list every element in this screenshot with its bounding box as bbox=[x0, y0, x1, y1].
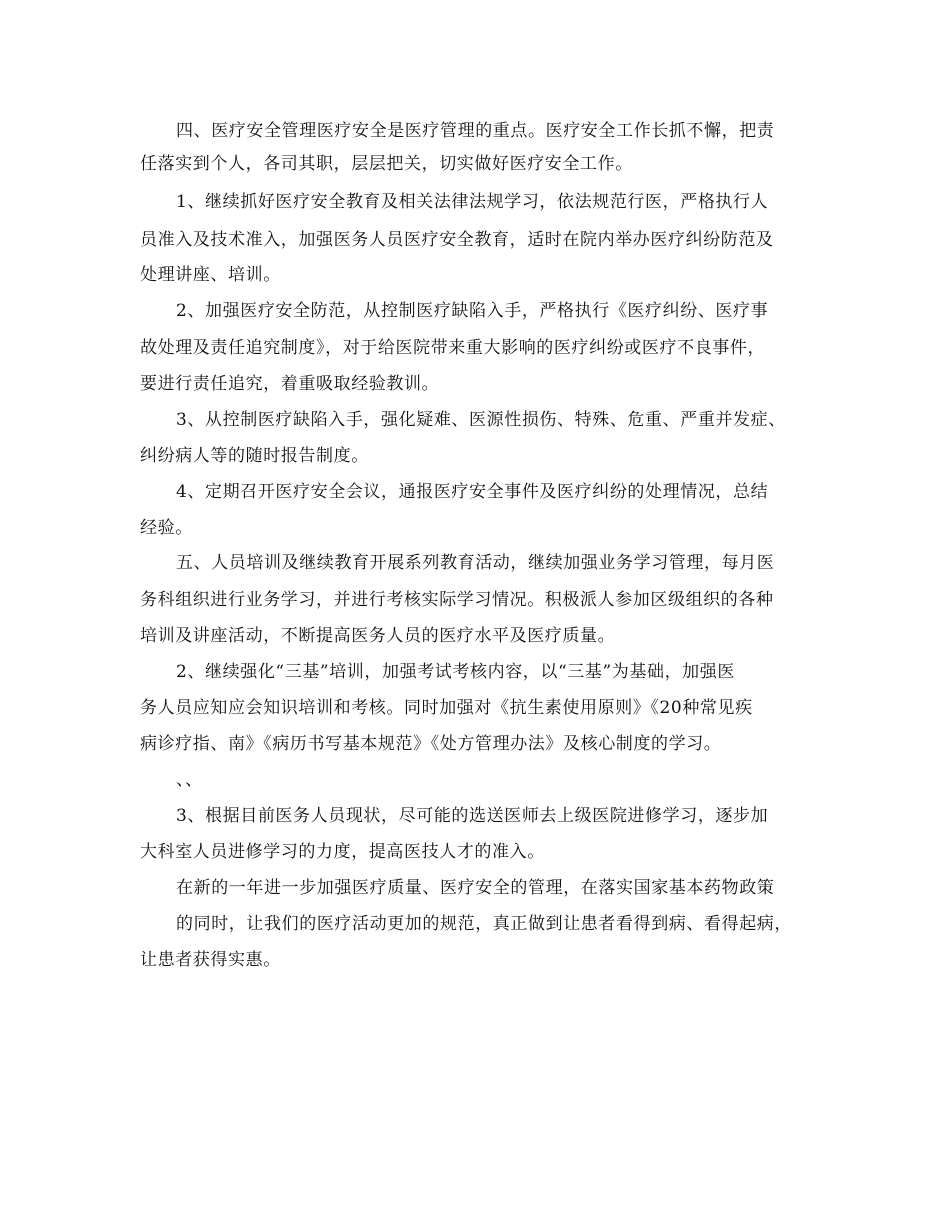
text-line: 1、继续抓好医疗安全教育及相关法律法规学习，依法规范行医，严格执行人 bbox=[176, 192, 769, 212]
text-line: 任落实到个人，各司其职，层层把关，切实做好医疗安全工作。 bbox=[140, 154, 633, 174]
text-line: 、、 bbox=[176, 770, 203, 790]
text-line: 五、人员培训及继续教育开展系列教育活动，继续加强业务学习管理，每月医 bbox=[176, 553, 775, 573]
text-line: 处理讲座、培训。 bbox=[140, 265, 281, 285]
text-line: 培训及讲座活动，不断提高医务人员的医疗水平及医疗质量。 bbox=[140, 626, 616, 646]
text-line: 让患者获得实惠。 bbox=[140, 950, 281, 970]
text-line: 要进行责任追究，着重吸取经验教训。 bbox=[140, 374, 440, 394]
text-line: 3、从控制医疗缺陷入手，强化疑难、医源性损伤、特殊、危重、严重并发症、 bbox=[176, 410, 786, 430]
text-line: 故处理及责任追究制度》，对于给医院带来重大影响的医疗纠纷或医疗不良事件， bbox=[140, 338, 766, 358]
text-line: 3、根据目前医务人员现状，尽可能的选送医师去上级医院进修学习，逐步加 bbox=[176, 806, 769, 826]
text-line: 务人员应知应会知识培训和考核。同时加强对《抗生素使用原则》《20种常见疾 bbox=[140, 698, 753, 718]
text-line: 纠纷病人等的随时报告制度。 bbox=[140, 446, 369, 466]
text-line: 务科组织进行业务学习，并进行考核实际学习情况。积极派人参加区级组织的各种 bbox=[140, 590, 774, 610]
text-line: 大科室人员进修学习的力度，提高医技人才的准入。 bbox=[140, 842, 545, 862]
text-line: 经验。 bbox=[140, 518, 193, 538]
text-line: 2、继续强化“三基”培训，加强考试考核内容，以“三基”为基础，加强医 bbox=[176, 662, 735, 682]
text-line: 病诊疗指、南》《病历书写基本规范》《处方管理办法》及核心制度的学习。 bbox=[140, 734, 722, 754]
text-line: 的同时，让我们的医疗活动更加的规范，真正做到让患者看得到病、看得起病， bbox=[176, 914, 792, 934]
text-line: 2、加强医疗安全防范，从控制医疗缺陷入手，严格执行《医疗纠纷、医疗事 bbox=[176, 301, 769, 321]
text-line: 四、医疗安全管理医疗安全是医疗管理的重点。医疗安全工作长抓不懈，把责 bbox=[176, 121, 775, 141]
text-line: 员准入及技术准入，加强医务人员医疗安全教育，适时在院内举办医疗纠纷防范及 bbox=[140, 230, 774, 250]
text-line: 在新的一年进一步加强医疗质量、医疗安全的管理，在落实国家基本药物政策 bbox=[176, 878, 775, 898]
text-line: 4、定期召开医疗安全会议，通报医疗安全事件及医疗纠纷的处理情况，总结 bbox=[176, 482, 769, 502]
